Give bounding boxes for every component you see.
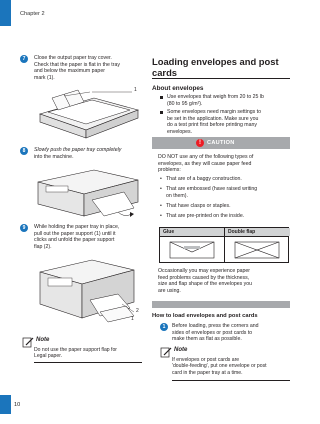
caution-item-baggy — [166, 176, 288, 183]
caution-item-line: That are of a baggy construction. — [166, 176, 242, 182]
about-envelopes-heading: About envelopes — [152, 85, 204, 92]
bullet-line: Use envelopes that weigh from 20 to 25 lb — [167, 94, 264, 100]
bullet-marker — [160, 111, 163, 114]
note-line: If envelopes or post cards are — [172, 357, 240, 363]
caution-label: CAUTION — [207, 140, 235, 146]
bullet-line: envelopes. — [167, 128, 193, 135]
caution-item-embossed — [166, 186, 288, 199]
bullet-line: (80 to 95 g/m²). — [167, 100, 203, 107]
push-tray-illustration — [34, 164, 142, 222]
note-text — [172, 357, 290, 376]
bullet-line: Some envelopes need margin settings to — [167, 109, 262, 115]
step-9-text — [34, 224, 142, 250]
caution-item-line: That are embossed (have raised writing — [166, 186, 258, 192]
step-9-line: clicks and unfold the paper support — [34, 237, 115, 244]
bullet-line: be set in the application. Make sure you — [167, 115, 259, 122]
feed-problems-line: are using. — [158, 287, 181, 294]
envelope-type-table — [159, 227, 289, 263]
double-flap-envelope-illustration — [225, 236, 290, 263]
step-7-number: 7 — [20, 55, 28, 63]
bullet-line: do a test print first before printing many — [167, 122, 257, 129]
caution-item-line: That have clasps or staples. — [166, 203, 231, 209]
feed-problems-line: Occasionally you may experience paper — [158, 268, 250, 274]
bullet-marker — [160, 96, 163, 99]
step-7-line: and below the maximum paper — [34, 68, 105, 75]
caution-item-line: That are pre-printed on the inside. — [166, 213, 245, 219]
caution-end-bar — [152, 301, 290, 308]
glue-envelope-illustration — [160, 236, 225, 263]
step-9-line: While holding the paper tray in place, — [34, 224, 120, 230]
page-number: 10 — [14, 402, 21, 408]
caution-line: problems: — [158, 167, 181, 174]
step-7-line: Close the output paper tray cover. — [34, 55, 112, 61]
step-8-line: into the machine. — [34, 153, 74, 160]
note-title: Note — [36, 337, 50, 343]
bullet-weight — [167, 94, 289, 107]
step-1-line: make them as flat as possible. — [172, 336, 242, 343]
step-9-number: 9 — [20, 224, 28, 232]
caution-dash: • — [160, 186, 162, 192]
step-8-line: Slowly push the paper tray completely — [34, 147, 122, 153]
chapter-tab-marker — [0, 0, 11, 26]
note-line: 'double-feeding', put one envelope or post — [172, 363, 267, 370]
note-divider — [172, 380, 290, 381]
caution-line: envelopes, as they will cause paper feed — [158, 160, 252, 167]
callout-1: 1 — [134, 87, 137, 93]
step-1-line: Before loading, press the corners and — [172, 323, 259, 329]
caution-icon: ! — [196, 139, 204, 147]
step-9-line: flap (2). — [34, 243, 52, 250]
caution-intro — [158, 154, 290, 174]
note-pencil-icon — [22, 335, 34, 347]
table-header-glue: Glue — [160, 228, 225, 236]
step-7-line: Check that the paper is flat in the tray — [34, 61, 120, 68]
note-line: Legal paper. — [34, 353, 63, 360]
section-title — [152, 56, 292, 78]
page-number-tab — [0, 395, 11, 414]
machine-drawing — [34, 164, 142, 222]
paper-tray-drawing — [34, 84, 142, 142]
section-title-line: Loading envelopes and post — [152, 56, 279, 67]
bullet-margins — [167, 109, 289, 135]
table-header-double-flap: Double flap — [225, 228, 290, 236]
feed-problems-line: feed problems caused by the thickness, — [158, 274, 250, 281]
caution-item-clasps — [166, 203, 288, 210]
callout-2: 2 — [136, 308, 139, 314]
callout-1-support: 1 — [131, 316, 134, 322]
note-text — [34, 347, 142, 360]
caution-dash: • — [160, 203, 162, 209]
step-1-text — [172, 323, 290, 343]
chapter-label: Chapter 2 — [20, 11, 45, 17]
paper-support-illustration — [34, 254, 142, 328]
step-1-line: sides of envelopes or post cards to — [172, 329, 253, 336]
note-divider — [34, 362, 142, 363]
paper-support-drawing — [34, 254, 142, 328]
feed-problems-text — [158, 268, 290, 294]
note-line: card in the paper tray at a time. — [172, 369, 243, 376]
step-9-line: pull out the paper support (1) until it — [34, 230, 116, 237]
feed-problems-line: size and flap shape of the envelopes you — [158, 281, 253, 288]
how-to-load-heading: How to load envelopes and post cards — [152, 313, 258, 319]
caution-dash: • — [160, 213, 162, 219]
step-1-number: 1 — [160, 323, 168, 331]
step-8-number: 8 — [20, 147, 28, 155]
step-7-text — [34, 55, 142, 81]
step-8-text — [34, 147, 142, 160]
paper-tray-cover-illustration — [34, 84, 142, 142]
caution-line: DO NOT use any of the following types of — [158, 154, 254, 160]
caution-item-preprinted — [166, 213, 288, 220]
step-7-line: mark (1). — [34, 74, 55, 81]
section-divider — [152, 78, 290, 79]
caution-dash: • — [160, 176, 162, 182]
section-title-line: cards — [152, 67, 178, 78]
note-title: Note — [174, 347, 188, 353]
caution-item-line: on them). — [166, 192, 188, 199]
note-line: Do not use the paper support flap for — [34, 347, 117, 353]
note-pencil-icon — [160, 345, 172, 357]
